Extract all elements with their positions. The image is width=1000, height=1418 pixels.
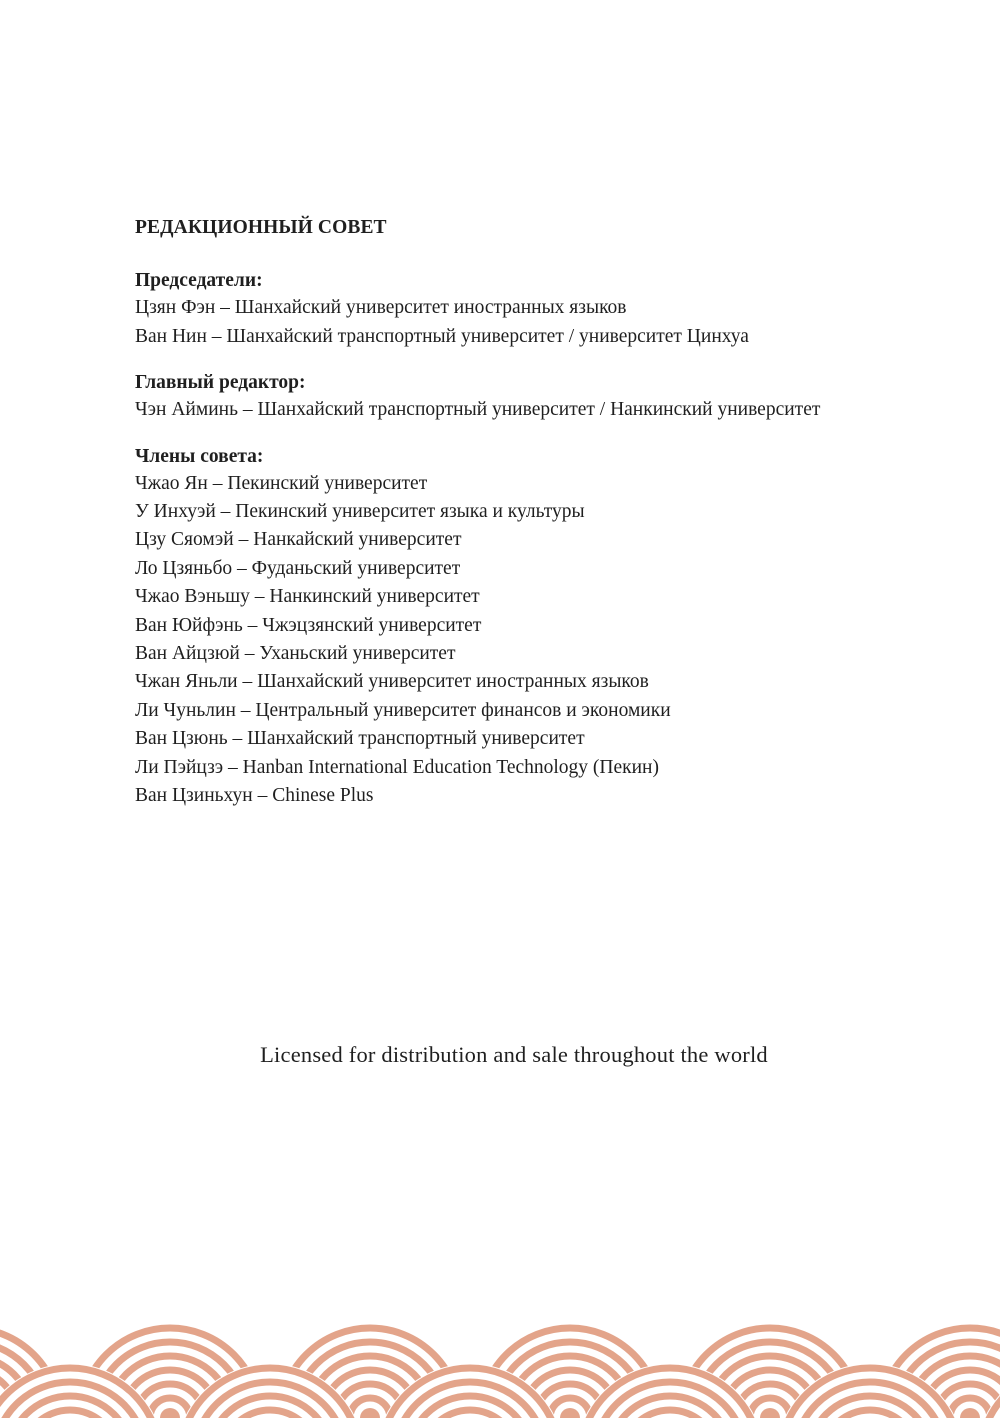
member-entry: Ван Айцзюй – Уханьский университет	[135, 643, 456, 665]
editorial-board	[135, 214, 955, 830]
member-entry: Чжан Яньли – Шанхайский университет иностранных языков	[135, 671, 649, 693]
editor-entry: Чэн Айминь – Шанхайский транспортный университет / Нанкинский университет	[135, 399, 821, 421]
member-entry: Ван Юйфэнь – Чжэцзянский университет	[135, 614, 482, 636]
chair-entry: Ван Нин – Шанхайский транспортный университет / университет Цинхуа	[135, 325, 749, 347]
chairs-label: Председатели:	[135, 270, 263, 292]
editor-label: Главный редактор:	[135, 372, 306, 394]
board-title: РЕДАКЦИОННЫЙ СОВЕТ	[135, 217, 387, 238]
member-entry: У Инхуэй – Пекинский университет языка и культуры	[135, 501, 585, 523]
members-section	[135, 444, 955, 811]
chairs-section	[135, 268, 955, 351]
chair-entry: Цзян Фэн – Шанхайский университет иностранных языков	[135, 297, 627, 319]
member-entry: Чжао Вэньшу – Нанкинский университет	[135, 586, 480, 608]
member-entry: Ли Чуньлин – Центральный университет финансов и экономики	[135, 699, 671, 721]
wave-pattern-decoration	[0, 1308, 1000, 1418]
member-entry: Цзу Сяомэй – Нанкайский университет	[135, 529, 462, 551]
member-entry: Ли Пэйцзэ – Hanban International Education Technology (Пекин)	[135, 756, 659, 778]
member-entry: Ван Цзиньхун – Chinese Plus	[135, 785, 374, 807]
editor-section	[135, 370, 955, 424]
members-label: Члены совета:	[135, 445, 264, 467]
member-entry: Чжао Ян – Пекинский университет	[135, 472, 428, 494]
member-entry: Ван Цзюнь – Шанхайский транспортный университет	[135, 728, 585, 750]
license-notice: Licensed for distribution and sale throughout the world	[260, 1042, 768, 1067]
member-entry: Ло Цзяньбо – Фуданьский университет	[135, 557, 461, 579]
